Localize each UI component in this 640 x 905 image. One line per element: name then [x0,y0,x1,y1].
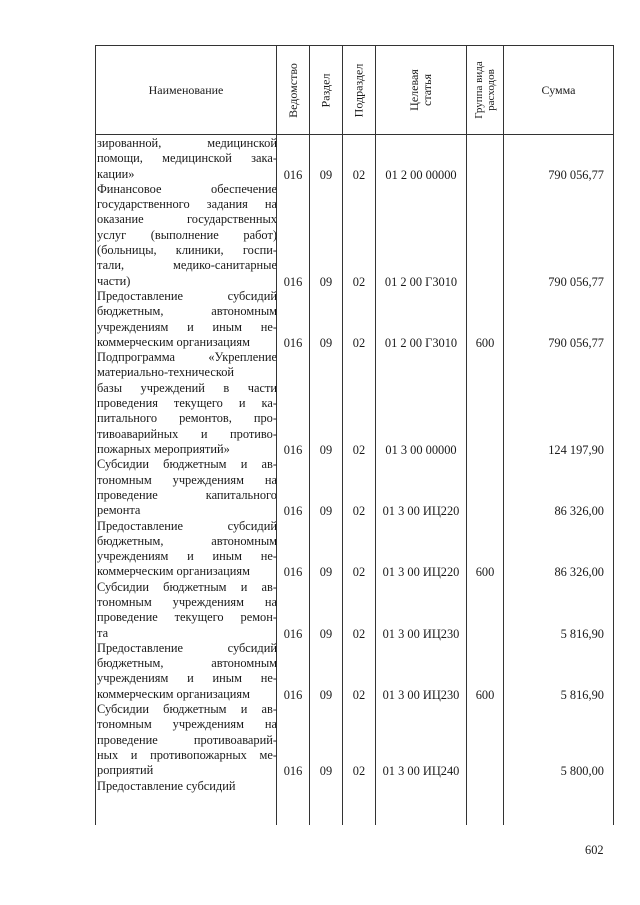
header-vedomstvo-label: Ведомство [285,62,300,118]
row-name-line: государственного задания на [97,197,277,212]
cell-podrazdel: 02 [352,443,366,457]
row-name-line: зированной, медицинской [97,136,277,150]
row-name [97,457,277,518]
row-name [97,580,277,641]
cell-podrazdel: 02 [352,687,366,702]
cell-celevaya-statya: 01 3 00 ИЦ230 [382,687,460,702]
cell-summa: 5 816,90 [560,687,604,702]
budget-table [95,45,614,825]
cell-summa: 790 056,77 [548,274,604,289]
header-razdel [310,46,342,134]
header-celevaya [376,46,466,134]
cell-podrazdel: 02 [352,167,366,182]
row-name [97,289,277,350]
row-name [97,350,277,457]
cell-vedomstvo: 016 [283,274,303,289]
cell-vedomstvo: 016 [283,565,303,580]
row-name [97,136,277,182]
cell-razdel: 09 [319,335,333,350]
cell-vedomstvo: 016 [283,687,303,702]
header-razdel-label: Раздел [318,73,333,107]
header-gruppa [467,46,503,134]
cell-vedomstvo: 016 [283,764,303,779]
cell-razdel: 09 [319,687,333,702]
row-name-line: коммерческим организациям [97,686,250,701]
row-name [97,702,277,778]
row-name-line: оказание государственных [97,212,277,227]
row-name-line: Подпрограмма «Укрепление [97,350,277,365]
row-name-line: роприятий [97,763,154,778]
cell-celevaya-statya: 01 3 00 ИЦ240 [382,764,460,779]
cell-celevaya-statya: 01 2 00 Г3010 [384,335,458,350]
header-summa-label: Сумма [541,82,576,97]
row-name-line: материально-технической [97,365,235,380]
cell-gruppa: 600 [475,687,495,702]
row-name-line: тономным учреждениям на [97,594,277,609]
cell-vedomstvo: 016 [283,504,303,519]
row-name-line: кации» [97,166,135,181]
row-name-line: Субсидии бюджетным и ав- [97,457,277,472]
row-name-line: тивоаварийных и противо- [97,426,277,441]
cell-podrazdel: 02 [352,565,366,580]
row-name-line: учреждениям и иным не- [97,671,277,686]
row-name-line: Субсидии бюджетным и ав- [97,702,277,717]
cell-gruppa: 600 [475,565,495,580]
row-name-line: ных и противопожарных ме- [97,747,277,762]
cell-celevaya-statya: 01 3 00 ИЦ220 [382,504,460,519]
row-name-line: базы учреждений в части [97,380,277,395]
page-number: 602 [585,843,604,857]
row-name-line: проведение капитального [97,487,277,502]
row-name [97,519,277,580]
row-name-line: помощи, медицинской зака- [97,151,277,166]
header-celevaya-line1: Целевая [406,69,421,111]
row-name-line: Предоставление субсидий [97,640,277,655]
row-name-line: Предоставление субсидий [97,518,277,533]
row-name-line: Субсидии бюджетным и ав- [97,579,277,594]
cell-podrazdel: 02 [352,274,366,289]
cell-vedomstvo: 016 [283,626,303,641]
row-name-line: бюджетным, автономным [97,533,277,548]
row-name-line: бюджетным, автономным [97,304,277,319]
cell-celevaya-statya: 01 3 00 ИЦ230 [382,626,460,641]
header-podrazdel [343,46,375,134]
row-name-line: проведение текущего ремон- [97,610,277,625]
row-name-line: учреждениям и иным не- [97,549,277,564]
row-name-line: та [97,625,109,640]
header-name-label: Наименование [148,82,224,97]
row-name-line: Финансовое обеспечение [97,181,277,196]
row-name [97,779,277,794]
cell-gruppa: 600 [475,335,495,350]
cell-summa: 86 326,00 [554,504,604,519]
header-gruppa-line1: Группа вида [473,61,485,119]
cell-vedomstvo: 016 [283,443,303,457]
cell-razdel: 09 [319,443,333,457]
cell-podrazdel: 02 [352,335,366,350]
cell-summa: 790 056,77 [548,167,604,182]
row-name-line: коммерческим организациям [97,334,250,349]
cell-razdel: 09 [319,626,333,641]
cell-vedomstvo: 016 [283,167,303,182]
cell-razdel: 09 [319,167,333,182]
cell-razdel: 09 [319,504,333,519]
cell-razdel: 09 [319,764,333,779]
cell-summa: 86 326,00 [554,565,604,580]
cell-podrazdel: 02 [352,504,366,519]
row-name-line: (больницы, клиники, госпи- [97,243,277,258]
row-name-line: части) [97,273,131,288]
row-name-line: проведение противоаварий- [97,732,277,747]
header-gruppa-line2: расходов [485,69,497,111]
cell-razdel: 09 [319,565,333,580]
header-name [96,46,276,134]
row-name [97,182,277,289]
header-celevaya-line2: статья [419,74,434,106]
row-name-line: проведения текущего и ка- [97,396,277,411]
cell-summa: 790 056,77 [548,335,604,350]
cell-vedomstvo: 016 [283,335,303,350]
cell-celevaya-statya: 01 2 00 00000 [385,167,457,182]
row-name-line: коммерческим организациям [97,564,250,579]
cell-celevaya-statya: 01 3 00 ИЦ220 [382,565,460,580]
row-name-line: пожарных мероприятий» [97,441,230,456]
header-podrazdel-label: Подраздел [351,63,366,117]
cell-podrazdel: 02 [352,764,366,779]
cell-summa: 124 197,90 [548,443,604,457]
row-name [97,641,277,702]
row-name-line: бюджетным, автономным [97,656,277,671]
row-name-line: ремонта [97,503,141,518]
cell-podrazdel: 02 [352,626,366,641]
row-name-line: услуг (выполнение работ) [97,227,277,242]
row-name-line: учреждениям и иным не- [97,319,277,334]
cell-celevaya-statya: 01 3 00 00000 [385,443,457,457]
cell-summa: 5 800,00 [560,764,604,779]
header-celevaya-label [408,69,434,111]
row-name-line: Предоставление субсидий [97,289,277,303]
row-name-line: Предоставление субсидий [97,778,236,793]
header-vedomstvo [277,46,309,134]
cell-razdel: 09 [319,274,333,289]
cell-summa: 5 816,90 [560,626,604,641]
header-summa [504,46,613,134]
row-name-line: питального ремонтов, про- [97,411,277,426]
cell-celevaya-statya: 01 2 00 Г3010 [384,274,458,289]
row-name-line: тали, медико-санитарные [97,258,277,273]
row-name-line: тономным учреждениям на [97,717,277,732]
header-gruppa-label [473,61,497,119]
row-name-line: тономным учреждениям на [97,472,277,487]
